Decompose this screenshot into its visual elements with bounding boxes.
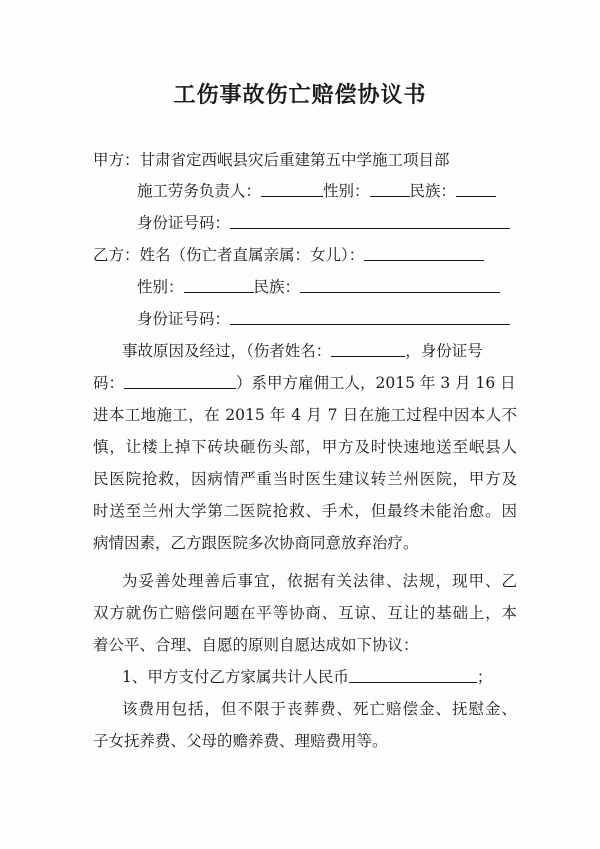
party-a-ethnicity-label: 民族： [409,182,457,200]
party-a-name: 甘肃省定西岷县灾后重建第五中学施工项目部 [139,151,450,169]
clause-1-text: 1、甲方支付乙方家属共计人民币 [122,668,349,686]
accident-line-4: 慎，让楼上掉下砖块砸伤头部，甲方及时快速地送至岷县人 [93,438,517,456]
party-b-label: 乙方： [93,246,140,264]
party-a-id-line [137,213,510,233]
party-a-manager-blank[interactable] [261,181,323,197]
accident-line-3: 进本工地施工，在 2015 年 4 月 7 日在施工过程中因本人不 [93,406,517,424]
accident-text: ，身份证号 [405,342,483,360]
document-title: 工伤事故伤亡赔偿协议书 [173,82,427,108]
accident-line-5: 民医院抢救，因病情严重当时医生建议转兰州医院，甲方及 [93,470,517,488]
accident-text: 事故原因及经过，（伤者姓名： [122,342,332,360]
party-b-id-line [137,309,510,329]
clause-1-detail-line-1: 该费用包括，但不限于丧葬费、死亡赔偿金、抚慰金、 [122,700,517,718]
party-a-manager-label: 施工劳务负责人： [137,182,262,200]
agreement-intro-line-3: 着公平、合理、自愿的原则自愿达成如下协议： [93,636,419,654]
clause-1-line [122,667,492,687]
party-a-ethnicity-blank[interactable] [456,181,496,197]
party-a-manager-line [137,181,496,201]
party-a-gender-label: 性别： [323,182,370,200]
party-b-name-label: 姓名（伤亡者直属亲属：女儿）： [139,246,365,264]
party-a-line [93,150,450,170]
compensation-amount-blank[interactable] [349,667,477,683]
party-b-gender-line [137,277,500,297]
clause-1-detail-line-2: 子女抚养费、父母的赡养费、理赔费用等。 [93,732,388,750]
accident-line-2 [93,373,516,393]
accident-line-7: 病情因素，乙方跟医院多次协商同意放弃治疗。 [93,534,419,552]
party-b-id-label: 身份证号码： [137,310,231,328]
party-b-gender-blank[interactable] [184,277,254,293]
party-a-label: 甲方： [93,151,140,169]
accident-line-6: 时送至兰州大学第二医院抢救、手术，但最终未能治愈。因 [93,502,517,520]
party-b-line [93,245,484,265]
party-b-ethnicity-label: 民族： [253,278,301,296]
accident-line-1 [122,341,483,361]
injured-name-blank[interactable] [331,341,405,357]
agreement-intro-line-1: 为妥善处理善后事宜，依据有关法律、法规，现甲、乙 [122,572,517,590]
party-b-ethnicity-blank[interactable] [300,277,500,293]
accident-text: 码： [93,374,125,392]
party-b-id-blank[interactable] [230,309,510,325]
party-b-gender-label: 性别： [137,278,184,296]
injured-id-blank[interactable] [124,373,236,389]
party-a-id-blank[interactable] [230,213,510,229]
party-a-id-label: 身份证号码： [137,214,231,232]
party-b-name-blank[interactable] [364,245,484,261]
clause-1-end: ； [476,668,493,686]
agreement-intro-line-2: 双方就伤亡赔偿问题在平等协商、互谅、互让的基础上，本 [93,604,517,622]
party-a-gender-blank[interactable] [370,181,410,197]
accident-text: ）系甲方雇佣工人，2015 年 3 月 16 日 [236,374,516,392]
